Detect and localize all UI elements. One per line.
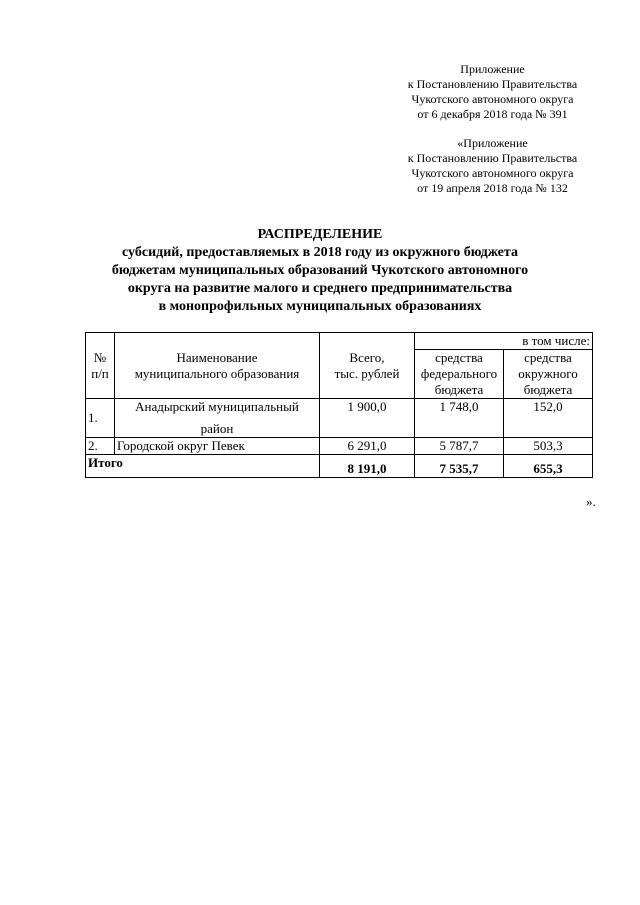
- header-regional-line2: окружного: [518, 366, 578, 381]
- header-regional-cell: [504, 350, 593, 399]
- header-total-line2: тыс. рублей: [334, 365, 400, 381]
- original-appendix-header-line: от 19 апреля 2018 года № 132: [417, 181, 568, 195]
- header-total-line1: Всего,: [349, 349, 385, 365]
- closing-quote-mark: ».: [586, 494, 596, 509]
- header-row: [86, 333, 593, 350]
- header-num-line1: №: [93, 349, 107, 365]
- original-appendix-header-line: «Приложение: [457, 136, 528, 150]
- row-regional-cell: 152,0: [504, 399, 593, 438]
- row-name-line1: Анадырский муниципальный: [135, 399, 299, 414]
- original-appendix-header-line: Чукотского автономного округа: [411, 166, 574, 180]
- row-name-line2: район: [200, 421, 234, 436]
- totals-row: [86, 455, 593, 478]
- totals-federal-cell: 7 535,7: [415, 455, 504, 478]
- row-name-cell: [115, 399, 320, 438]
- header-regional-line1: средства: [524, 350, 572, 365]
- row-federal-cell: 1 748,0: [415, 399, 504, 438]
- row-total-cell: 6 291,0: [320, 438, 415, 455]
- original-appendix-header-line: к Постановлению Правительства: [407, 151, 578, 165]
- subsidy-table: [85, 332, 593, 478]
- totals-total-cell: 8 191,0: [320, 455, 415, 478]
- row-num-cell: 2.: [86, 438, 115, 455]
- header-name-line1: Наименование: [176, 349, 258, 365]
- header-federal-cell: [415, 350, 504, 399]
- header-name-line2: муниципального образования: [134, 365, 300, 381]
- header-federal-line1: средства: [435, 350, 483, 365]
- title-line: субсидий, предоставляемых в 2018 году из окружного бюджета: [122, 245, 518, 260]
- totals-label-cell: Итого: [86, 455, 320, 478]
- table-row: [86, 399, 593, 438]
- appendix-header-line: к Постановлению Правительства: [407, 77, 578, 91]
- appendix-header-line: от 6 декабря 2018 года № 391: [417, 107, 568, 121]
- header-total-cell: [320, 333, 415, 399]
- appendix-header: [380, 62, 605, 122]
- header-num-cell: [86, 333, 115, 399]
- header-name-cell: [115, 333, 320, 399]
- table-row: [86, 438, 593, 455]
- totals-regional-cell: 655,3: [504, 455, 593, 478]
- title-line: округа на развитие малого и среднего предпринимательства: [127, 281, 513, 296]
- row-num-cell: 1.: [86, 399, 115, 438]
- appendix-header-line: Приложение: [460, 62, 525, 76]
- row-total-cell: 1 900,0: [320, 399, 415, 438]
- title-heading: РАСПРЕДЕЛЕНИЕ: [257, 227, 383, 242]
- row-federal-cell: 5 787,7: [415, 438, 504, 455]
- document-title: [80, 226, 560, 316]
- header-regional-line3: бюджета: [523, 382, 573, 397]
- row-name-cell: Городской округ Певек: [115, 438, 320, 455]
- header-including-cell: в том числе:: [415, 333, 593, 350]
- header-num-line2: п/п: [91, 365, 109, 381]
- appendix-header-line: Чукотского автономного округа: [411, 92, 574, 106]
- original-appendix-header: [380, 136, 605, 196]
- header-federal-line2: федерального: [420, 366, 498, 381]
- row-regional-cell: 503,3: [504, 438, 593, 455]
- header-federal-line3: бюджета: [434, 382, 484, 397]
- title-line: бюджетам муниципальных образований Чукотского автономного: [111, 263, 529, 278]
- title-line: в монопрофильных муниципальных образованиях: [158, 299, 482, 314]
